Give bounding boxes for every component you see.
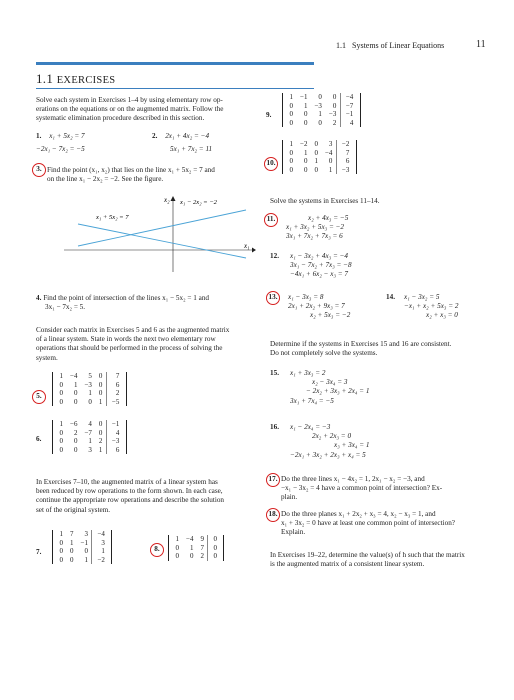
- line2-label: x₁ − 2x₂ = −2: [180, 199, 217, 206]
- matrix-5: [52, 372, 127, 406]
- matrix-row: [172, 552, 220, 561]
- matrix-row: [172, 535, 220, 544]
- matrix-cell: 0: [70, 547, 74, 556]
- matrix-cell: 0: [59, 538, 63, 547]
- matrix-row: [286, 149, 353, 158]
- matrix-cell: 3: [84, 530, 88, 538]
- exercise-12-num: 12.: [270, 252, 279, 260]
- matrix-cell: 1: [289, 140, 293, 148]
- matrix-cell: 1: [92, 547, 108, 556]
- line1-label: x₁ + 5x₂ = 7: [96, 214, 129, 221]
- matrix-cell: −6: [70, 420, 78, 428]
- matrix-cell: 0: [208, 552, 221, 561]
- matrix-cell: 2: [106, 389, 122, 398]
- matrix-cell: 4: [106, 429, 122, 438]
- matrix-cell: 0: [289, 165, 293, 174]
- matrix-cell: 0: [59, 437, 63, 446]
- matrix-row: [56, 381, 123, 390]
- matrix-cell: 0: [303, 165, 308, 174]
- matrix-cell: 0: [59, 380, 63, 389]
- matrix-cell: 0: [289, 148, 293, 157]
- header-chapter: Systems of Linear Equations: [352, 41, 445, 50]
- matrix-cell: −7: [340, 102, 356, 111]
- matrix-row: [56, 398, 123, 407]
- exercise-17-circle: 17.: [266, 473, 280, 487]
- matrix-cell: −2: [300, 140, 308, 148]
- matrix-cell: 0: [59, 547, 63, 556]
- exercise-12-eqs: x₁ − 3x₂ + 4x₃ = −4 3x₁ − 7x₂ + 7x₃ = −8 −4x₁ + 6x₂ − x₃ = 7: [290, 252, 352, 279]
- intersection-figure: [56, 192, 256, 274]
- matrix-row: [56, 429, 123, 438]
- x2-axis-label: x₂: [164, 196, 170, 204]
- matrix-row: [286, 110, 357, 119]
- matrix-cell: 0: [332, 101, 337, 110]
- matrix-cell: 1: [84, 555, 88, 564]
- matrix-cell: −3: [314, 101, 322, 110]
- matrix-cell: 0: [73, 389, 78, 398]
- exercise-17-line1: Do the three lines x₁ − 4x₂ = 1, 2x₁ − x₂ = −3, and: [281, 475, 425, 483]
- matrix-6: [52, 420, 127, 454]
- matrix-cell: 6: [106, 446, 122, 455]
- matrix-cell: 0: [303, 157, 308, 166]
- matrix-cell: 2: [332, 118, 337, 127]
- matrix-cell: −2: [336, 140, 352, 149]
- matrix-cell: 3: [88, 445, 92, 454]
- matrix-cell: 1: [303, 148, 308, 157]
- matrix-cell: 4: [88, 420, 92, 428]
- matrix-cell: 0: [88, 397, 92, 406]
- matrix-cell: 1: [98, 445, 103, 454]
- exercise-14-eqs: x₁ − 3x₂ = 5 −x₁ + x₂ + 5x₃ = 2 x₂ + x₃ = 0: [404, 293, 459, 320]
- matrix-cell: 0: [289, 157, 293, 166]
- matrix-cell: 1: [189, 543, 194, 552]
- matrix-cell: 0: [59, 445, 63, 454]
- matrix-9: [282, 93, 361, 127]
- matrix-cell: 2: [98, 437, 103, 446]
- exercise-13-eqs: x₁ − 3x₃ = 8 2x₁ + 2x₂ + 9x₃ = 7 x₂ + 5x₃ = −2: [288, 293, 351, 320]
- matrix-row: [286, 102, 357, 111]
- matrix-cell: 0: [84, 547, 88, 556]
- matrix-cell: 1: [59, 372, 63, 380]
- matrix-cell: 0: [59, 397, 63, 406]
- exercise-13-circle: 13.: [266, 291, 280, 305]
- matrix-cell: 1: [318, 110, 322, 119]
- matrix-cell: −3: [106, 437, 122, 446]
- determine-text: Determine if the systems in Exercises 15 and 16 are consistent. Do not completely solve the systems.: [270, 340, 452, 358]
- matrix-cell: −7: [84, 428, 92, 437]
- matrix-row: [56, 420, 123, 429]
- matrix-row: [286, 166, 353, 175]
- matrix-row: [286, 140, 353, 149]
- exercise-16-num: 16.: [270, 423, 279, 431]
- matrix-cell: −3: [84, 380, 92, 389]
- exercise-9-num: 9.: [266, 111, 272, 119]
- title-word: EXERCISES: [56, 75, 116, 86]
- exercise-4: 4. Find the point of intersection of the lines x₁ − 5x₂ = 1 and 3x₁ − 7x₂ = 5.: [36, 294, 210, 312]
- consider-text: Consider each matrix in Exercises 5 and 6 as the augmented matrix of a linear system. State in words the next two elementary row operations that should be performed in the process of solving the system.: [36, 326, 230, 362]
- matrix-row: [56, 556, 108, 565]
- matrix-cell: 1: [88, 437, 92, 446]
- matrix-cell: 0: [332, 93, 337, 101]
- exercise-15-eqs: x₁ + 3x₃ = 2 x₂ − 3x₄ = 3 − 2x₂ + 3x₃ + 2x₄ = 1 3x₁ + 7x₄ = −5: [290, 369, 370, 405]
- matrix-cell: 0: [314, 148, 318, 157]
- matrix-cell: 0: [59, 389, 63, 398]
- matrix-row: [56, 539, 108, 548]
- matrix-cell: 0: [208, 544, 221, 553]
- exercise-16-eqs: x₁ − 2x₄ = −3 2x₂ + 2x₃ = 0 x₃ + 3x₄ = 1 −2x₁ + 3x₂ + 2x₃ + x₄ = 5: [290, 423, 370, 459]
- matrix-cell: 2: [200, 552, 204, 561]
- solve-intro: Solve the systems in Exercises 11–14.: [270, 197, 380, 205]
- exercise-10-circle: 10.: [264, 157, 278, 171]
- exercise-18-line1: Do the three planes x₁ + 2x₂ + x₃ = 4, x₂ − x₃ = 1, and: [281, 510, 436, 518]
- exercise-18-circle: 18.: [266, 508, 280, 522]
- running-header: [336, 41, 444, 50]
- matrix-row: [56, 530, 108, 539]
- matrix-cell: 0: [175, 543, 179, 552]
- matrix-cell: −4: [186, 535, 194, 543]
- matrix-row: [56, 547, 108, 556]
- matrix-cell: −4: [340, 93, 356, 102]
- matrix-cell: 1: [59, 420, 63, 428]
- exercise-6-num: 6.: [36, 435, 42, 443]
- matrix-cell: −5: [106, 398, 122, 407]
- matrix-cell: 0: [189, 552, 194, 561]
- matrix-row: [56, 437, 123, 446]
- exercise-18-line3: Explain.: [281, 528, 306, 536]
- matrix-cell: −2: [92, 556, 108, 565]
- matrix-cell: 0: [73, 437, 78, 446]
- matrix-cell: −1: [300, 93, 308, 101]
- matrix-cell: 0: [70, 555, 74, 564]
- exercise-3-line2: on the line x₁ − 2x₂ = −2. See the figure.: [47, 175, 164, 183]
- matrix-cell: 0: [73, 397, 78, 406]
- matrix-cell: 5: [88, 372, 92, 380]
- matrix-cell: 0: [98, 389, 103, 398]
- matrix-cell: 6: [336, 157, 352, 166]
- matrix-cell: 0: [208, 535, 221, 544]
- x1-axis-arrow: [252, 248, 256, 253]
- matrix-cell: −1: [340, 110, 356, 119]
- matrix-cell: 0: [289, 118, 293, 127]
- ex7-10-intro: In Exercises 7–10, the augmented matrix of a linear system has been reduced by row operations to the form shown. In each case, continue the appropriate row operations and describe the solution set of the original system.: [36, 478, 225, 514]
- matrix-row: [286, 157, 353, 166]
- matrix-cell: 6: [106, 381, 122, 390]
- exercise-1: 1. x₁ + 5x₂ = 7 −2x₁ − 7x₂ = −5: [36, 132, 85, 154]
- matrix-cell: 1: [314, 157, 318, 166]
- matrix-row: [56, 389, 123, 398]
- exercise-2: 2. 2x₁ + 4x₂ = −4 5x₁ + 7x₂ = 11: [152, 132, 213, 154]
- x2-axis-arrow: [171, 196, 176, 201]
- matrix-cell: 3: [92, 539, 108, 548]
- matrix-cell: −3: [336, 166, 352, 175]
- matrix-cell: 0: [318, 118, 322, 127]
- matrix-row: [286, 119, 357, 128]
- exercise-15-num: 15.: [270, 369, 279, 377]
- x1-axis-label: x₁: [244, 242, 250, 250]
- matrix-cell: 2: [73, 428, 78, 437]
- section-title: [36, 71, 115, 87]
- matrix-cell: −4: [324, 148, 333, 157]
- matrix-cell: 1: [303, 101, 308, 110]
- exercise-17-line3: plain.: [281, 493, 298, 501]
- matrix-7: [52, 530, 112, 564]
- matrix-cell: 1: [59, 530, 63, 538]
- matrix-cell: 0: [314, 165, 318, 174]
- title-number: 1.1: [36, 71, 54, 86]
- matrix-cell: −1: [106, 420, 122, 429]
- matrix-cell: 0: [98, 428, 103, 437]
- exercise-11-circle: 11.: [264, 213, 278, 227]
- matrix-cell: 4: [340, 119, 356, 128]
- ex19-22-intro: In Exercises 19–22, determine the value(s) of h such that the matrix is the augmented matrix of a consistent linear system.: [270, 551, 465, 569]
- matrix-cell: 1: [328, 165, 333, 174]
- matrix-10: [282, 140, 357, 174]
- matrix-cell: 0: [59, 428, 63, 437]
- matrix-cell: 7: [336, 149, 352, 158]
- exercise-18-line2: x₁ + 3x₂ = 0 have at least one common point of intersection?: [281, 519, 455, 527]
- matrix-cell: −4: [92, 530, 108, 539]
- matrix-cell: 0: [73, 445, 78, 454]
- matrix-cell: 7: [200, 543, 204, 552]
- exercise-17-line2: −x₁ − 3x₂ = 4 have a common point of intersection? Ex-: [281, 484, 443, 492]
- matrix-row: [286, 93, 357, 102]
- matrix-cell: 0: [314, 140, 318, 148]
- matrix-cell: 1: [289, 93, 293, 101]
- matrix-cell: 0: [303, 110, 308, 119]
- matrix-cell: 0: [98, 380, 103, 389]
- exercise-3-line1: Find the point (x₁, x₂) that lies on the line x₁ + 5x₂ = 7 and: [47, 166, 215, 174]
- matrix-cell: 0: [289, 110, 293, 119]
- matrix-8: [168, 535, 224, 561]
- intro-text: Solve each system in Exercises 1–4 by using elementary row op- erations on the equations or on the augmented matrix. Follow the systematic elimination procedure described in this section.: [36, 96, 224, 123]
- exercise-5-circle: 5.: [32, 390, 46, 404]
- matrix-cell: −1: [80, 538, 88, 547]
- matrix-row: [56, 372, 123, 381]
- matrix-cell: 9: [200, 535, 204, 543]
- exercise-3-circle: 3.: [32, 163, 46, 177]
- exercise-7-num: 7.: [36, 548, 42, 556]
- matrix-row: [56, 446, 123, 455]
- page-number: 11: [476, 39, 486, 50]
- matrix-cell: 1: [70, 538, 74, 547]
- exercise-8-circle: 8.: [150, 543, 164, 557]
- matrix-cell: 0: [59, 555, 63, 564]
- matrix-cell: 3: [328, 140, 333, 148]
- matrix-cell: 0: [318, 93, 322, 101]
- matrix-cell: 1: [98, 397, 103, 406]
- matrix-cell: 7: [106, 372, 122, 381]
- matrix-cell: 7: [70, 530, 74, 538]
- matrix-cell: 0: [328, 157, 333, 166]
- section-rule: [36, 62, 314, 65]
- matrix-cell: 0: [175, 552, 179, 561]
- matrix-cell: 1: [175, 535, 179, 543]
- matrix-cell: 0: [98, 420, 103, 428]
- matrix-cell: 0: [289, 101, 293, 110]
- title-underline: [36, 88, 314, 89]
- header-section: 1.1: [336, 41, 346, 50]
- matrix-cell: 0: [98, 372, 103, 380]
- matrix-cell: −3: [328, 110, 337, 119]
- exercise-11-eqs: x₂ + 4x₃ = −5 x₁ + 3x₂ + 5x₃ = −2 3x₁ + 7x₂ + 7x₃ = 6: [286, 214, 349, 241]
- matrix-cell: 0: [303, 118, 308, 127]
- matrix-cell: −4: [70, 372, 78, 380]
- matrix-cell: 1: [73, 380, 78, 389]
- exercise-14-num: 14.: [386, 293, 395, 301]
- matrix-row: [172, 544, 220, 553]
- matrix-cell: 1: [88, 389, 92, 398]
